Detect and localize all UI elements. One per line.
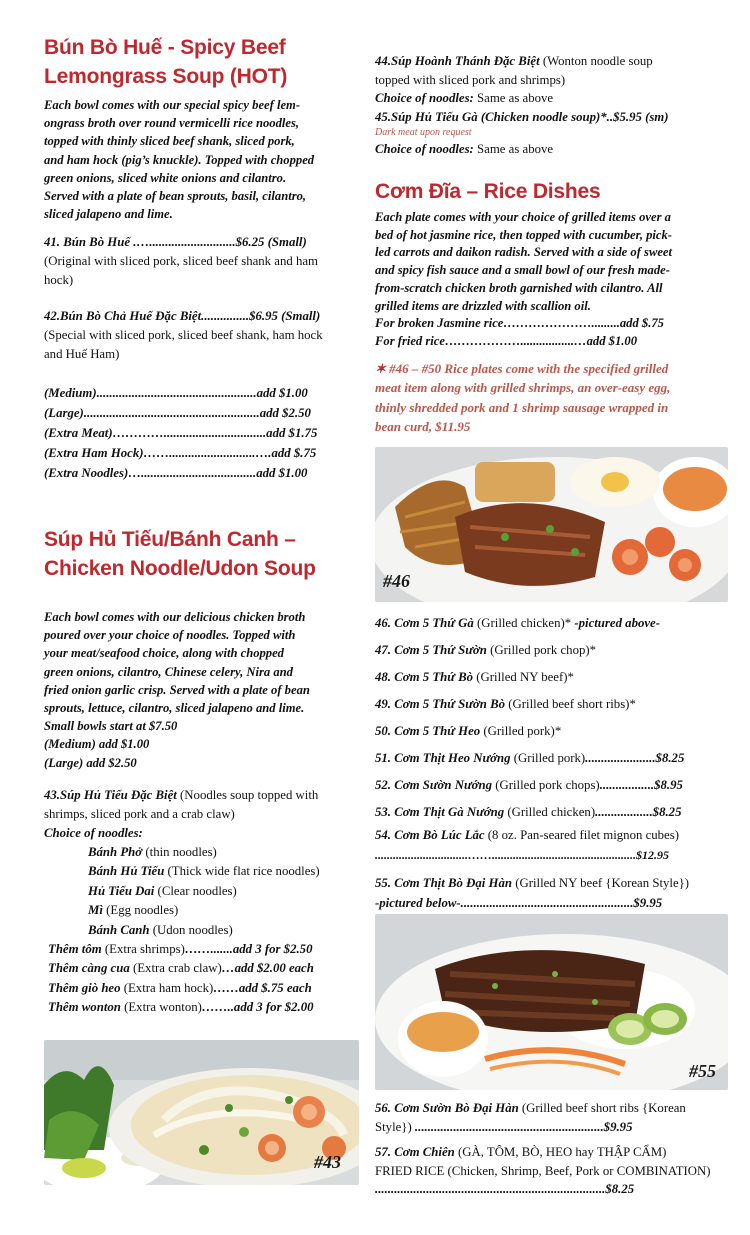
description-line: Each bowl comes with our delicious chicken broth (44, 610, 306, 624)
item-41 (44, 233, 362, 289)
hu-tieu-title: Súp Hủ Tiếu/Bánh Canh – Chicken Noodle/Udon Soup (44, 528, 316, 580)
description-line: led carrots and daikon radish. Served with a side of sweet (375, 245, 673, 260)
description-line: your meat/seafood choice, along with chopped (44, 646, 284, 661)
noodle-option: Bánh Hủ Tiếu (Thick wide flat rice noodles) (88, 864, 320, 879)
item-56: 56. Cơm Sườn Bò Đại Hàn (Grilled beef short ribs {Korean Style}) ...........................................................$9.95 (375, 1099, 740, 1136)
item-54: 54. Cơm Bò Lúc Lắc (8 oz. Pan-seared filet mignon cubes) ...............................……................................................$12.95 (375, 826, 740, 865)
bun-bo-hue-description (44, 96, 374, 223)
com-dia-title: Cơm Đĩa – Rice Dishes (375, 180, 601, 203)
extra-option: (Medium)..................................................add $1.00 (44, 386, 308, 400)
choice-2: Choice of noodles: Same as above (375, 142, 554, 157)
description-line: For fried rice……………….................…add $1.00 (375, 333, 638, 348)
rice-item: 46. Cơm 5 Thứ Gà (Grilled chicken)* -pictured above- (375, 616, 660, 630)
rice-item: 51. Cơm Thịt Heo Nướng (Grilled pork)......................$8.25 (375, 751, 685, 765)
photo-55-korean-beef (375, 914, 728, 1090)
special-note-line: #46 – #50 Rice plates come with the specified grilled (389, 361, 669, 376)
rice-items-46-53 (375, 610, 740, 826)
item-57-line2: FRIED RICE (Chicken, Shrimp, Beef, Pork or COMBINATION) (375, 1163, 711, 1178)
item-42 (44, 307, 362, 363)
noodle-option: Hủ Tiếu Dai (Clear noodles) (88, 883, 237, 898)
description-line: and spicy fish sauce and a small bowl of our fresh made- (375, 263, 670, 278)
description-line: (Large) add $2.50 (44, 755, 137, 770)
item-55-line2: -pictured below-......................................................$9.95 (375, 895, 663, 910)
noodle-soup-image (44, 1040, 359, 1185)
item-56-line2: Style}) ...........................................................$9.95 (375, 1119, 633, 1134)
extra-option: (Extra Noodles)…....................................add $1.00 (44, 466, 308, 480)
photo-46-tag: #46 (383, 571, 410, 591)
rice-item: 47. Cơm 5 Thứ Sườn (Grilled pork chop)* (375, 643, 597, 657)
photo-46-rice-plate (375, 447, 728, 602)
noodle-choice-label: Choice of noodles: (44, 826, 143, 840)
hu-tieu-description (44, 608, 374, 772)
extra-option: (Large).......................................................add $2.50 (44, 406, 311, 420)
item-45: 45.Súp Hủ Tiếu Gà (Chicken noodle soup)*..$5.95 (sm) (375, 109, 669, 124)
hu-tieu-section (44, 525, 374, 583)
special-note-line: bean curd, $11.95 (375, 419, 471, 435)
rice-item: 48. Cơm 5 Thứ Bò (Grilled NY beef)* (375, 670, 574, 684)
item-55: 55. Cơm Thịt Bò Đại Hàn (Grilled NY beef {Korean Style}) -pictured below-......................................................$9.95 (375, 874, 740, 913)
photo-43-noodle-soup (44, 1040, 359, 1185)
bun-bo-hue-section (44, 33, 374, 91)
com-dia-description (375, 209, 740, 351)
photo-55-tag: #55 (689, 1061, 716, 1081)
addon-option: Thêm wonton (Extra wonton)……..add 3 for $2.00 (48, 1000, 314, 1015)
item-57-line3: ........................................................................$8.25 (375, 1182, 635, 1196)
description-line: bed of hot jasmine rice, then topped with cucumber, pick- (375, 227, 672, 242)
rice-item: 49. Cơm 5 Thứ Sườn Bò (Grilled beef short ribs)* (375, 697, 636, 711)
description-line: Each plate comes with your choice of grilled items over a (375, 210, 671, 224)
addon-option: Thêm giò heo (Extra ham hock)……add $.75 each (48, 980, 312, 995)
description-line: Small bowls start at $7.50 (44, 719, 178, 734)
description-line: ongrass broth over round vermicelli rice noodles, (44, 116, 300, 131)
description-line: topped with thinly sliced beef shank, sliced pork, (44, 134, 295, 149)
item-43: 43.Súp Hủ Tiếu Đặc Biệt (Noodles soup topped with shrimps, sliced pork and a crab claw) Choice of noodles: Bánh Phở (thin noodles) Bánh Hủ Tiếu (Thick wide flat rice noodles) Hủ Tiếu Dai (Clear noodles) Mì (Egg noodles) Bánh Canh (Udon noodles) Thêm tôm (Extra shrimps)…….......add 3 for $2.50 Thêm càng cua (Extra crab claw)…add $2.00 each Thêm giò heo (Extra ham hock)……add $.75 each Thêm wonton (Extra wonton)……..add 3 for $2.00 (44, 786, 362, 1018)
noodle-list (44, 843, 362, 940)
description-line: sprouts, lettuce, cilantro, sliced jalapeno and lime. (44, 701, 305, 716)
description-line: and ham hock (pig’s knuckle). Topped with chopped (44, 152, 315, 167)
item-44-name: 44.Súp Hoành Thánh Đặc Biệt (375, 54, 540, 68)
item-41-head: 41. Bún Bò Huế .…...........................$6.25 (Small) (44, 235, 307, 249)
description-line: grilled items are drizzled with scallion oil. (375, 298, 591, 313)
dark-meat-note: Dark meat upon request (375, 127, 472, 139)
special-note-line: thinly shredded pork and 1 shrimp sausage wrapped in (375, 399, 669, 415)
item-42-desc: (Special with sliced pork, sliced beef shank, ham hock and Huế Ham) (44, 327, 323, 361)
bun-bo-hue-extras (44, 383, 362, 483)
extra-option: (Extra Meat)…………................................add $1.75 (44, 426, 318, 440)
description-line: sliced jalapeno and lime. (44, 207, 173, 222)
rice-item: 52. Cơm Sườn Nướng (Grilled pork chops).................$8.95 (375, 778, 683, 792)
addon-option: Thêm tôm (Extra shrimps)…….......add 3 for $2.50 (48, 942, 313, 957)
korean-beef-image (375, 914, 728, 1090)
extra-option: (Extra Ham Hock)……...........................….add $.75 (44, 446, 317, 460)
noodle-option: Mì (Egg noodles) (88, 903, 179, 918)
description-line: Served with a plate of bean sprouts, basil, cilantro, (44, 189, 307, 204)
star-icon: ✶ (375, 361, 390, 376)
item-41-desc: (Original with sliced pork, sliced beef shank and ham hock) (44, 253, 318, 287)
photo-43-tag: #43 (314, 1152, 341, 1172)
items-44-45: 44.Súp Hoành Thánh Đặc Biệt (Wonton noodle soup topped with sliced pork and shrimps) Choice of noodles: Same as above 45.Súp Hủ Tiếu Gà (Chicken noodle soup)*..$5.95 (sm) Dark meat upon request Choice of noodles: Same as above (375, 52, 740, 159)
com-dia-section (375, 177, 740, 206)
addon-option: Thêm càng cua (Extra crab claw)…add $2.00 each (48, 961, 314, 976)
description-line: (Medium) add $1.00 (44, 737, 150, 752)
description-line: green onions, sliced white onions and cilantro. (44, 170, 287, 185)
noodle-option: Bánh Canh (Udon noodles) (88, 922, 233, 937)
description-line: Each bowl comes with our special spicy beef lem- (44, 98, 301, 112)
choice-1: Choice of noodles: Same as above (375, 91, 554, 106)
com-dia-special-note (375, 359, 740, 437)
rice-item-list (375, 610, 740, 826)
item-57: 57. Cơm Chiên (GÀ, TÔM, BÒ, HEO hay THẬP CẨM) FRIED RICE (Chicken, Shrimp, Beef, Pork or COMBINATION) ........................................................................$8.25 (375, 1143, 740, 1199)
description-line: poured over your choice of noodles. Topped with (44, 628, 296, 643)
addon-list (44, 940, 362, 1018)
rice-item: 50. Cơm 5 Thứ Heo (Grilled pork)* (375, 724, 562, 738)
noodle-option: Bánh Phở (thin noodles) (88, 845, 217, 859)
description-line: from-scratch chicken broth garnished with cilantro. All (375, 280, 663, 295)
item-54-price: ...............................……................................................$12.95 (375, 847, 669, 862)
description-line: green onions, cilantro, Chinese celery, Nira and (44, 664, 293, 679)
rice-item: 53. Cơm Thịt Gà Nướng (Grilled chicken)..................$8.25 (375, 805, 682, 819)
bun-bo-hue-title: Bún Bò Huế - Spicy Beef Lemongrass Soup (HOT) (44, 36, 288, 88)
rice-plate-image (375, 447, 728, 602)
description-line: fried onion garlic crisp. Served with a plate of bean (44, 682, 310, 697)
item-42-head: 42.Bún Bò Chả Huế Đặc Biệt...............$6.95 (Small) (44, 309, 321, 323)
special-note-line: meat item along with grilled shrimps, an over-easy egg, (375, 380, 671, 396)
item-43-name: 43.Súp Hủ Tiếu Đặc Biệt (44, 788, 177, 802)
description-line: For broken Jasmine rice………………….........add $.75 (375, 316, 664, 331)
